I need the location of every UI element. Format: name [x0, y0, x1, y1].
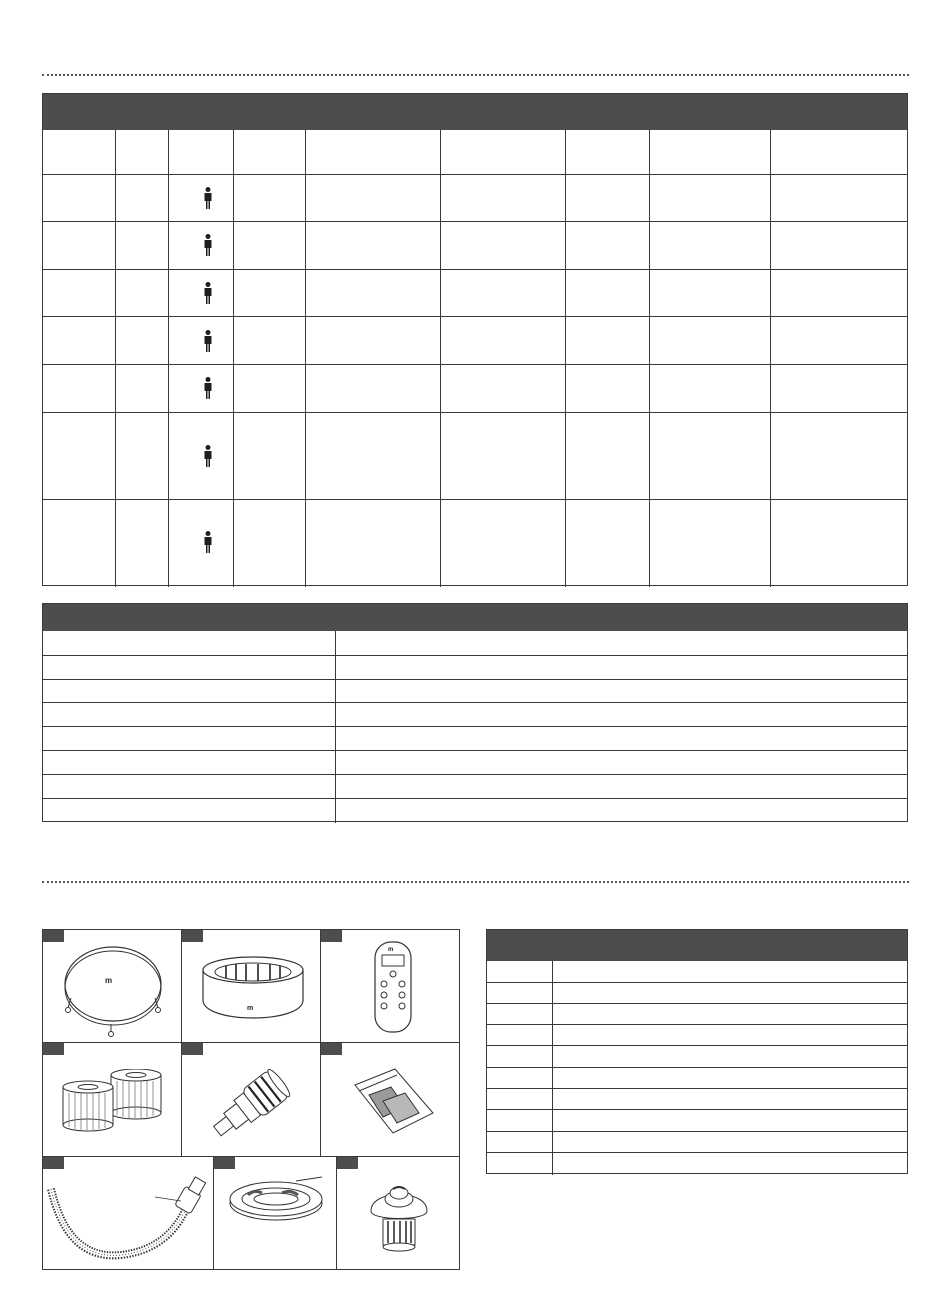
detail-row-divider: [43, 750, 907, 751]
spec-row-divider: [43, 174, 907, 175]
spec-col-divider: [565, 130, 566, 587]
part-number-tag: [43, 1043, 64, 1055]
spec-col-divider: [649, 130, 650, 587]
part-panel-remote-control: [320, 929, 460, 1043]
spec-table-title-bar: [43, 94, 907, 130]
spec-col-divider: [168, 130, 169, 587]
section-divider-top: [42, 74, 909, 76]
parts-list-table: [486, 929, 908, 1174]
part-panel-repair-patches: [320, 1042, 460, 1157]
part-panel-hose: [42, 1156, 214, 1270]
repair-patch-icon: [351, 1063, 435, 1141]
detail-row-divider: [43, 774, 907, 775]
detail-col-divider: [335, 631, 336, 823]
person-icon: [203, 377, 213, 399]
part-number-tag: [182, 930, 203, 942]
spec-col-divider: [305, 130, 306, 587]
detail-table: [42, 603, 908, 822]
part-panel-spa-cover: [42, 929, 182, 1043]
spec-col-divider: [115, 130, 116, 587]
spec-row-divider: [43, 316, 907, 317]
parts-list-row-divider: [487, 1131, 907, 1132]
svg-text:m: m: [388, 947, 394, 953]
person-icon: [203, 234, 213, 256]
person-icon: [203, 330, 213, 352]
spec-col-divider: [233, 130, 234, 587]
part-number-tag: [321, 1043, 342, 1055]
spec-row-divider: [43, 412, 907, 413]
detail-row-divider: [43, 726, 907, 727]
part-panel-spa-tub: [181, 929, 321, 1043]
spec-row-divider: [43, 269, 907, 270]
part-panel-led-strip: [213, 1156, 337, 1270]
part-panel-drain-adapter: [181, 1042, 321, 1157]
parts-list-row-divider: [487, 1109, 907, 1110]
parts-list-col-divider: [552, 961, 553, 1175]
spec-col-divider: [770, 130, 771, 587]
part-number-tag: [43, 1157, 64, 1169]
parts-list-row-divider: [487, 1024, 907, 1025]
parts-list-row-divider: [487, 982, 907, 983]
detail-row-divider: [43, 655, 907, 656]
parts-list-row-divider: [487, 1003, 907, 1004]
parts-list-header: [487, 930, 907, 961]
detail-table-header: [43, 604, 907, 631]
part-panel-chemical-floater: [336, 1156, 460, 1270]
chemical-floater-icon: [367, 1175, 431, 1257]
section-divider-parts: [42, 881, 909, 883]
parts-list-row-divider: [487, 1045, 907, 1046]
parts-list-row-divider: [487, 1152, 907, 1153]
person-icon: [203, 445, 213, 467]
spec-row-divider: [43, 364, 907, 365]
parts-list-row-divider: [487, 1088, 907, 1089]
drain-adapter-icon: [202, 1063, 302, 1145]
hose-icon: [45, 1171, 213, 1267]
spa-cover-icon: [61, 940, 165, 1038]
person-icon: [203, 282, 213, 304]
spa-tub-icon: [200, 952, 306, 1032]
spec-row-divider: [43, 499, 907, 500]
detail-row-divider: [43, 702, 907, 703]
part-panel-filter-cartridges: [42, 1042, 182, 1157]
svg-text:m: m: [105, 976, 113, 985]
spec-col-divider: [440, 130, 441, 587]
filter-cartridge-icon: [55, 1069, 173, 1139]
svg-text:m: m: [247, 1005, 254, 1012]
spec-table: [42, 93, 908, 586]
part-number-tag: [321, 930, 342, 942]
part-number-tag: [182, 1043, 203, 1055]
led-strip-icon: [226, 1175, 330, 1229]
part-number-tag: [214, 1157, 235, 1169]
spec-row-divider: [43, 221, 907, 222]
detail-row-divider: [43, 798, 907, 799]
person-icon: [203, 531, 213, 553]
detail-row-divider: [43, 679, 907, 680]
remote-control-icon: [371, 940, 415, 1036]
parts-list-row-divider: [487, 1067, 907, 1068]
part-number-tag: [337, 1157, 358, 1169]
person-icon: [203, 187, 213, 209]
